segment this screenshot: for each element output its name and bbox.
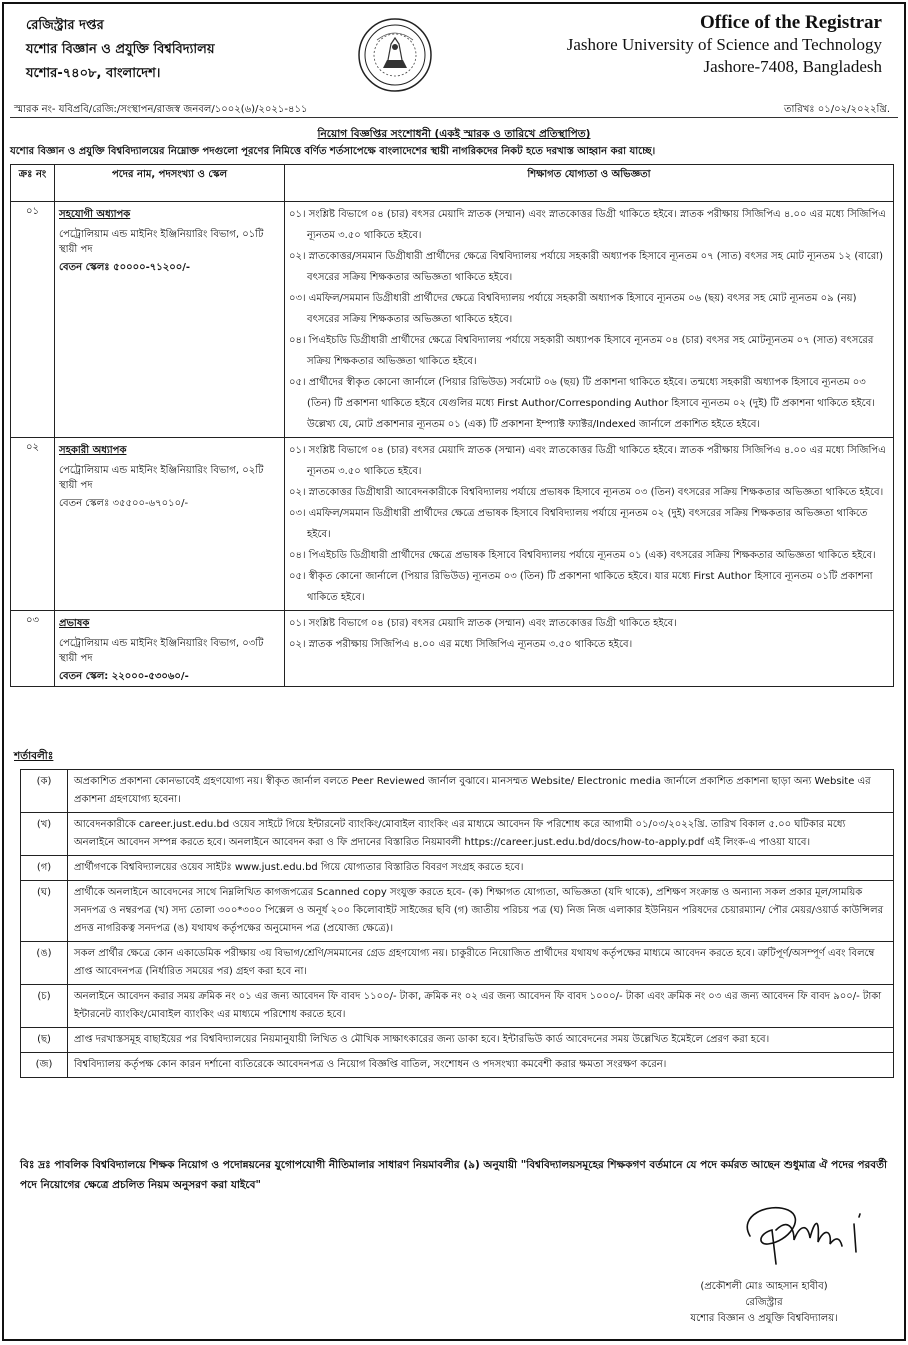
post-title: সহকারী অধ্যাপক (59, 445, 127, 456)
post-title: সহযোগী অধ্যাপক (59, 209, 131, 220)
qualification-item: ০৪। পিএইচডি ডিগ্রীধারী প্রার্থীদের ক্ষেত্রে প্রভাষক হিসাবে বিশ্ববিদ্যালয় পর্যায়ে ন্যূনতম ০১ (এক) বৎসরের সক্রিয় শিক্ষকতার অভিজ্ঞতা থাকিতে হইবে। (289, 550, 876, 561)
condition-text: অপ্রকাশিত প্রকাশনা কোনভাবেই গ্রহণযোগ্য নয়। স্বীকৃত জার্নাল বলতে Peer Reviewed জার্নাল বুঝাবে। মানসম্মত Website/ Electronic media জার্নালে প্রকাশিত প্রকাশনা ছাড়া অন্য Website এর প্রকাশনা গ্রহণযোগ্য হবেনা। (68, 770, 894, 813)
condition-key: (ঙ) (21, 942, 68, 985)
col-serial: ক্রঃ নং (11, 165, 55, 202)
qualification-item: ০৩। এমফিল/সমমান ডিগ্রীধারী প্রার্থীদের ক্ষেত্রে প্রভাষক হিসাবে বিশ্ববিদ্যালয় পর্যায়ে ন্যূনতম ০২ (দুই) বৎসরের সক্রিয় শিক্ষকতার অভিজ্ঞতা থাকিতে হইবে। (289, 508, 868, 540)
signatory-designation: রেজিস্ট্রার (745, 1297, 783, 1308)
condition-text: প্রার্থীকে অনলাইনে আবেদনের সাথে নিম্নলিখিত কাগজপত্রের Scanned copy সংযুক্ত করতে হবে- (ক) শিক্ষাগত যোগ্যতা, অভিজ্ঞতা (যদি থাকে), প্রশিক্ষণ সংক্রান্ত ও অন্যান্য সকল প্রকার মূল/সাময়িক সনদপত্র ও নম্বরপত্র (খ) সদ্য তোলা ৩০০*৩০০ পিক্সেল ও অনূর্ধ ২০০ কিলোবাইট সাইজের ছবি (গ) জাতীয় পরিচয় পত্র (ঘ) নিজ নিজ এলাকার ইউনিয়ন পরিষদের চেয়ারম্যান/ পৌর মেয়র/ওয়ার্ড কাউন্সিলর প্রদত্ত নাগরিকত্ব সনদপত্র (ঙ) যথাযথ কর্তৃপক্ষের অনুমোদন পত্র (প্রযোজ্য ক্ষেত্রে)। (68, 881, 894, 942)
qualification-item: ০২। স্নাতকোত্তর ডিগ্রীধারী আবেদনকারীকে বিশ্ববিদ্যালয় পর্যায়ে প্রভাষক হিসাবে ন্যূনতম ০৩ (তিন) বৎসরের সক্রিয় শিক্ষকতার অভিজ্ঞতা থাকিতে হইবে। (289, 487, 884, 498)
notice-title: নিয়োগ বিজ্ঞপ্তির সংশোধনী (একই স্মারক ও তারিখে প্রতিস্থাপিত) (317, 128, 591, 140)
notice-document (2, 2, 906, 1341)
col-post: পদের নাম, পদসংখ্যা ও স্কেল (55, 165, 285, 202)
condition-row (21, 881, 894, 942)
signatory-name: (প্রকৌশলী মোঃ আহসান হাবীব) (700, 1281, 828, 1292)
post-scale: বেতন স্কেলঃ ৫০০০০-৭১২০০/- (59, 262, 191, 273)
post-serial: ০২ (11, 438, 55, 611)
condition-row (21, 813, 894, 856)
header-english (567, 12, 882, 78)
handwritten-signature (728, 1184, 900, 1270)
condition-key: (ঘ) (21, 881, 68, 942)
condition-row (21, 942, 894, 985)
condition-row (21, 985, 894, 1028)
qualification-item: ০৪। পিএইচডি ডিগ্রীধারী প্রার্থীদের ক্ষেত্রে বিশ্ববিদ্যালয় পর্যায়ে সহকারী অধ্যাপক হিসাবে ন্যূনতম ০৪ (চার) বৎসর সহ মোটন্যূনতম ০৭ (সাত) বৎসরের সক্রিয় শিক্ষকতার অভিজ্ঞতা থাকিতে হইবে। (289, 335, 874, 367)
condition-row (21, 1028, 894, 1053)
condition-row (21, 770, 894, 813)
post-scale: বেতন স্কেলঃ ৩৫৫০০-৬৭০১০/- (59, 498, 189, 509)
conditions-heading: শর্তাবলীঃ (14, 750, 54, 762)
qualification-item: ০২। স্নাতক পরীক্ষায় সিজিপিএ ৪.০০ এর মধ্যে সিজিপিএ ন্যূনতম ৩.৫০ থাকিতে হইবে। (289, 639, 633, 650)
condition-text: বিশ্ববিদ্যালয় কর্তৃপক্ষ কোন কারন দর্শানো ব্যতিরেকে আবেদনপত্র ও নিয়োগ বিজ্ঞপ্তি বাতিল, সংশোধন ও পদসংখ্যা কমবেশী করার ক্ষমতা সংরক্ষণ করেন। (68, 1053, 894, 1078)
post-dept: পেট্রোলিয়াম এন্ড মাইনিং ইঞ্জিনিয়ারিং বিভাগ, ০৩টি স্থায়ী পদ (59, 638, 264, 664)
condition-text: প্রার্থীগণকে বিশ্ববিদ্যালয়ের ওয়েব সাইটঃ www.just.edu.bd গিয়ে যোগ্যতার বিস্তারিত বিবরণ সংগ্রহ করতে হবে। (68, 856, 894, 881)
header-divider (10, 117, 898, 118)
qualification-cell (285, 202, 894, 438)
special-note: বিঃ দ্রঃ পাবলিক বিশ্ববিদ্যালয়ে শিক্ষক নিয়োগ ও পদোন্নয়নের যুগোপযোগী নীতিমালার সাধারণ নিয়মাবলীর (৯) অনুযায়ী "বিশ্ববিদ্যালয়সমূহের শিক্ষকগণ বর্তমানে যে পদে কর্মরত আছেন শুধুমাত্র ঐ পদের পরবর্তী পদে নিয়োগের ক্ষেত্রে প্রচলিত নিয়ম অনুসরণ করা যাইবে" (20, 1159, 888, 1191)
notice-date: তারিখঃ ০১/০২/২০২২খ্রি. (783, 104, 890, 115)
qualification-item: ০৩। এমফিল/সমমান ডিগ্রীধারী প্রার্থীদের ক্ষেত্রে বিশ্ববিদ্যালয় পর্যায়ে সহকারী অধ্যাপক হিসাবে ন্যূনতম ০৬ (ছয়) বৎসর সহ মোট ন্যূনতম ০৯ (নয়) বৎসরের সক্রিয় শিক্ষকতার অভিজ্ঞতা থাকিতে হইবে। (289, 293, 857, 325)
qualification-cell (285, 438, 894, 611)
header-bangla (26, 14, 215, 86)
condition-key: (গ) (21, 856, 68, 881)
university-name-en: Jashore University of Science and Technology (566, 35, 882, 54)
post-scale: বেতন স্কেল: ২২০০০-৫৩০৬০/- (59, 671, 189, 682)
condition-text: সকল প্রার্থীর ক্ষেত্রে কোন একাডেমিক পরীক্ষায় ৩য় বিভাগ/শ্রেণি/সমমানের গ্রেড গ্রহণযোগ্য নয়। চাকুরীতে নিয়োজিত প্রার্থীদের যথাযথ কর্তৃপক্ষের মাধ্যমে আবেদন করতে হবে। ত্রুটিপূর্ণ/অসম্পূর্ণ এবং বিলম্বে প্রাপ্ত আবেদনপত্র (নির্ধারিত সময়ের পর) গ্রহণ করা হবে না। (68, 942, 894, 985)
condition-key: (চ) (21, 985, 68, 1028)
condition-row (21, 856, 894, 881)
condition-key: (জ) (21, 1053, 68, 1078)
condition-key: (ক) (21, 770, 68, 813)
address-bn: যশোর-৭৪০৮, বাংলাদেশ। (26, 66, 161, 81)
post-cell (55, 202, 285, 438)
qualification-item: ০২। স্নাতকোত্তর/সমমান ডিগ্রীধারী প্রার্থীদের ক্ষেত্রে বিশ্ববিদ্যালয় পর্যায়ে সহকারী অধ্যাপক হিসাবে ন্যূনতম ০৭ (সাত) বৎসর সহ মোট ন্যূনতম ১২ (বারো) বৎসরের সক্রিয় শিক্ষকতার অভিজ্ঞতা থাকিতে হইবে। (289, 251, 884, 283)
condition-text: আবেদনকারীকে career.just.edu.bd ওয়েব সাইটে গিয়ে ইন্টারনেট ব্যাংকিং/মোবাইল ব্যাংকিং এর মাধ্যমে আবেদন ফি পরিশোধ করে আগামী ০১/০৩/২০২২খ্রি. তারিখ বিকাল ৫.০০ ঘটিকার মধ্যে অনলাইনে আবেদন সম্পন্ন করতে হবে। অনলাইনে আবেদন করা ও ফি প্রদানের বিস্তারিত নিয়মাবলী https://career.just.edu.bd/docs/how-to-apply.pdf এই লিংক-এ পাওয়া যাবে। (68, 813, 894, 856)
post-serial: ০৩ (11, 611, 55, 687)
posts-table (10, 164, 894, 687)
post-dept: পেট্রোলিয়াম এন্ড মাইনিং ইঞ্জিনিয়ারিং বিভাগ, ০২টি স্থায়ী পদ (59, 465, 264, 491)
qualification-item: ০১। সংশ্লিষ্ট বিভাগে ০৪ (চার) বৎসর মেয়াদি স্নাতক (সম্মান) এবং স্নাতকোত্তর ডিগ্রী থাকিতে হইবে। স্নাতক পরীক্ষায় সিজিপিএ ৪.০০ এর মধ্যে সিজিপিএ ন্যূনতম ৩.৫০ থাকিতে হইবে। (289, 445, 886, 477)
post-dept: পেট্রোলিয়াম এন্ড মাইনিং ইঞ্জিনিয়ারিং বিভাগ, ০১টি স্থায়ী পদ (59, 229, 264, 255)
office-name-en: Office of the Registrar (699, 12, 882, 33)
condition-row (21, 1053, 894, 1078)
condition-text: অনলাইনে আবেদন করার সময় ক্রমিক নং ০১ এর জন্য আবেদন ফি বাবদ ১১০০/- টাকা, ক্রমিক নং ০২ এর জন্য আবেদন ফি বাবদ ১০০০/- টাকা এবং ক্রমিক নং ০৩ এর জন্য আবেদন ফি বাবদ ৯০০/- টাকা ইন্টারনেট ব্যাংকিং/মোবাইল ব্যাংকিং এর মাধ্যমে পরিশোধ করতে হবে। (68, 985, 894, 1028)
post-title: প্রভাষক (59, 618, 90, 629)
post-serial: ০১ (11, 202, 55, 438)
qualification-cell (285, 611, 894, 687)
memo-number: স্মারক নং- যবিপ্রবি/রেজি:/সংস্থাপন/রাজস্ব জনবল/১০০২(৬)/২০২১-৪১১ (14, 104, 308, 115)
condition-key: (ছ) (21, 1028, 68, 1053)
qualification-item: ০১। সংশ্লিষ্ট বিভাগে ০৪ (চার) বৎসর মেয়াদি স্নাতক (সম্মান) এবং স্নাতকোত্তর ডিগ্রী থাকিতে হইবে। স্নাতক পরীক্ষায় সিজিপিএ ৪.০০ এর মধ্যে সিজিপিএ ন্যূনতম ৩.৫০ থাকিতে হইবে। (289, 209, 886, 241)
condition-key: (খ) (21, 813, 68, 856)
qualification-item: ০৫। প্রার্থীদের স্বীকৃত কোনো জার্নালে (পিয়ার রিভিউড) সর্বমোট ০৬ (ছয়) টি প্রকাশনা থাকিতে হইবে। তন্মধ্যে সহকারী অধ্যাপক হিসাবে ন্যূনতম ০৩ (তিন) টি প্রকাশনা থাকিতে হইবে যেগুলির মধ্যে First Author/Corresponding Author হিসাবে ন্যূনতম ০২ (দুই) টি প্রকাশনা থাকিতে হইবে। উল্লেখ্য যে, মোট প্রকাশনার ন্যূনতম ০১ (এক) টি প্রকাশনা ইম্প্যাক্ট ফ্যাক্টর/Indexed জার্নালে প্রকাশিত হইতে হইবে। (289, 377, 875, 430)
office-name-bn: রেজিস্ট্রার দপ্তর (26, 18, 104, 33)
post-cell (55, 438, 285, 611)
table-row (11, 438, 894, 611)
address-en: Jashore-7408, Bangladesh (703, 57, 882, 76)
table-row (11, 611, 894, 687)
post-cell (55, 611, 285, 687)
signatory-block (644, 1279, 884, 1327)
university-name-bn: যশোর বিজ্ঞান ও প্রযুক্তি বিশ্ববিদ্যালয় (26, 42, 215, 57)
qualification-item: ০৫। স্বীকৃত কোনো জার্নালে (পিয়ার রিভিউড) ন্যূনতম ০৩ (তিন) টি প্রকাশনা থাকিতে হইবে। যার মধ্যে First Author হিসাবে ন্যূনতম ০১টি প্রকাশনা থাকিতে হইবে। (289, 571, 873, 603)
table-row (11, 202, 894, 438)
table-header-row (11, 165, 894, 202)
condition-text: প্রাপ্ত দরখাস্তসমূহ বাছাইয়ের পর বিশ্ববিদ্যালয়ের নিয়মানুযায়ী লিখিত ও মৌখিক সাক্ষাৎকারের জন্য ডাকা হবে। ইন্টারভিউ কার্ড আবেদনের সময় উল্লেখিত ইমেইলে প্রেরণ করা হবে। (68, 1028, 894, 1053)
col-qualification: শিক্ষাগত যোগ্যতা ও অভিজ্ঞতা (285, 165, 894, 202)
university-seal-logo (347, 16, 443, 94)
intro-paragraph: যশোর বিজ্ঞান ও প্রযুক্তি বিশ্ববিদ্যালয়ের নিম্নোক্ত পদগুলো পূরণের নিমিত্তে বর্ণিত শর্তসাপেক্ষে বাংলাদেশের স্থায়ী নাগরিকদের নিকট হতে দরখাস্ত আহ্বান করা যাচ্ছে। (10, 146, 656, 157)
signatory-institution: যশোর বিজ্ঞান ও প্রযুক্তি বিশ্ববিদ্যালয়। (690, 1313, 838, 1324)
qualification-item: ০১। সংশ্লিষ্ট বিভাগে ০৪ (চার) বৎসর মেয়াদি স্নাতক (সম্মান) এবং স্নাতকোত্তর ডিগ্রী থাকিতে হইবে। (289, 618, 677, 629)
conditions-table (20, 769, 894, 1078)
